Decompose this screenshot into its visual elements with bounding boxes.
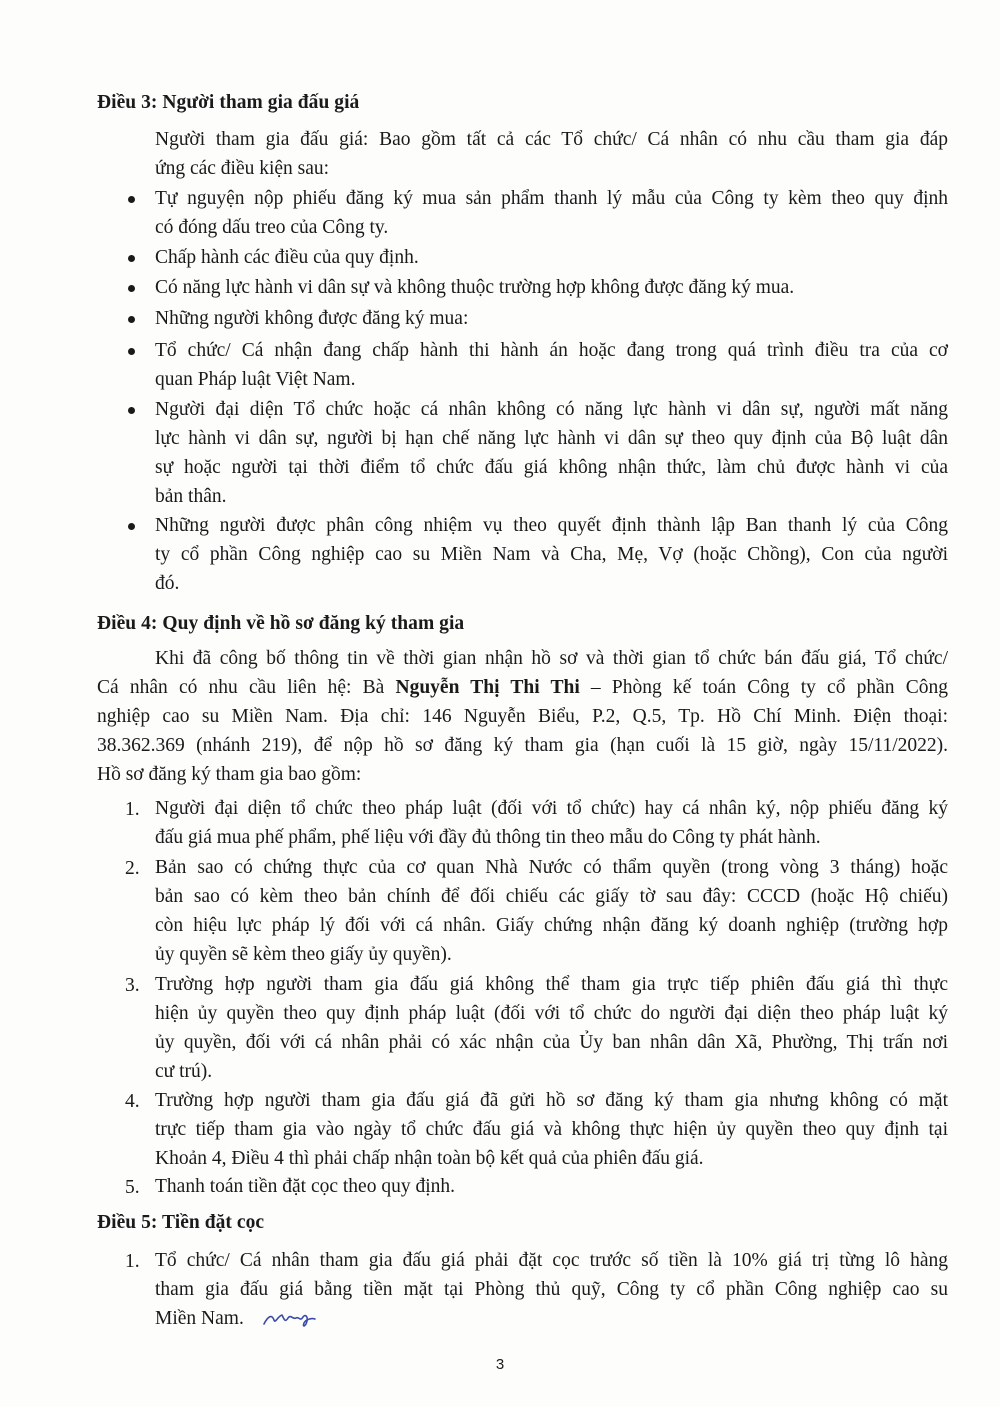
list-item (155, 395, 948, 511)
item-number: 2. (125, 858, 140, 879)
text-line: Hồ sơ đăng ký tham gia bao gồm: (97, 764, 362, 785)
text-line: Có năng lực hành vi dân sự và không thuộc trường hợp không được đăng ký mua. (155, 277, 795, 298)
text-fragment: Cá nhân có nhu cầu liên hệ: Bà (97, 677, 396, 698)
list-item (155, 184, 948, 242)
text-line: Khoản 4, Điều 4 thì phải chấp nhận toàn bộ kết quả của phiên đấu giá. (155, 1148, 704, 1169)
text-line: đó. (155, 573, 180, 594)
text-line: tham gia đấu giá bằng tiền mặt tại Phòng thủ quỹ, Công ty cổ phần Công nghiệp cao su (155, 1279, 948, 1300)
text-line: hiện ủy quyền theo quy định pháp luật (đối với tổ chức do người đại diện theo pháp luật ký (155, 1003, 948, 1024)
text-line: Tổ chức/ Cá nhận đang chấp hành thi hành án hoặc đang trong quá trình điều tra của cơ (155, 340, 948, 361)
bullet-icon (128, 255, 135, 262)
article-4-heading: Điều 4: Quy định về hồ sơ đăng ký tham gia (97, 613, 465, 634)
text-line: Khi đã công bố thông tin về thời gian nhận hồ sơ và thời gian tổ chức bán đấu giá, Tổ chức/ (155, 648, 948, 669)
text-fragment: – Phòng kế toán Công ty cổ phần Công (579, 677, 948, 698)
list-item (155, 243, 948, 272)
text-line: bản sao có kèm theo bản chính để đối chiếu các giấy tờ sau đây: CCCD (hoặc Hộ chiếu) (155, 886, 948, 907)
text-line: ủy quyền, đối với cá nhân phải có xác nhận của Ủy ban nhân dân Xã, Phường, Thị trấn nơi (155, 1032, 948, 1053)
contact-name: Nguyễn Thị Thi Thi (395, 677, 580, 698)
text-line: Trường hợp người tham gia đấu giá không thể tham gia trực tiếp phiên đấu giá thì thực (155, 974, 948, 995)
text-line: Chấp hành các điều của quy định. (155, 247, 419, 268)
item-number: 4. (125, 1091, 140, 1112)
list-item (155, 970, 948, 1086)
item-number: 5. (125, 1177, 140, 1198)
list-item (155, 1086, 948, 1173)
text-line: Tự nguyện nộp phiếu đăng ký mua sản phẩm thanh lý mẫu của Công ty kèm theo quy định (155, 188, 948, 209)
text-line: sự hoặc người tại thời điểm tổ chức đấu giá không nhận thức, làm chủ được hành vi của (155, 457, 948, 478)
list-item (155, 336, 948, 394)
bullet-icon (128, 407, 135, 414)
bullet-icon (128, 285, 135, 292)
text-line: Những người không được đăng ký mua: (155, 308, 469, 329)
text-line: có đóng dấu treo của Công ty. (155, 217, 389, 238)
list-item (155, 511, 948, 598)
list-item (155, 1172, 948, 1201)
text-line: còn hiệu lực pháp lý đối với cá nhân. Giấy chứng nhận đăng ký doanh nghiệp (trường hợp (155, 915, 948, 936)
text-line: 38.362.369 (nhánh 219), để nộp hồ sơ đăng ký tham gia (hạn cuối là 15 giờ, ngày 15/11/2022). (97, 735, 948, 756)
bullet-icon (128, 523, 135, 530)
text-line: ủy quyền sẽ kèm theo giấy ủy quyền). (155, 944, 452, 965)
text-line: Người đại diện tổ chức theo pháp luật (đối với tổ chức) hay cá nhân ký, nộp phiếu đăng ký (155, 798, 948, 819)
page-number: 3 (495, 1356, 505, 1373)
text-line: Những người được phân công nhiệm vụ theo quyết định thành lập Ban thanh lý của Công (155, 515, 948, 536)
text-line: đấu giá mua phế phẩm, phế liệu với đầy đủ thông tin theo mẫu do Công ty phát hành. (155, 827, 821, 848)
text-line: Người đại diện Tổ chức hoặc cá nhân không có năng lực hành vi dân sự, người mất năng (155, 399, 948, 420)
bullet-icon (128, 316, 135, 323)
bullet-icon (128, 348, 135, 355)
item-number: 3. (125, 975, 140, 996)
signature-initials-icon (262, 1306, 322, 1332)
list-item (155, 853, 948, 969)
text-line: Người tham gia đấu giá: Bao gồm tất cả các Tổ chức/ Cá nhân có nhu cầu tham gia đáp (155, 129, 948, 150)
text-line: Trường hợp người tham gia đấu giá đã gửi hồ sơ đăng ký tham gia nhưng không có mặt (155, 1090, 948, 1111)
text-line: Thanh toán tiền đặt cọc theo quy định. (155, 1176, 456, 1197)
text-line: cư trú). (155, 1061, 213, 1082)
text-line: ty cổ phần Công nghiệp cao su Miền Nam và Cha, Mẹ, Vợ (hoặc Chồng), Con của người (155, 544, 948, 565)
text-line: trực tiếp tham gia vào ngày tổ chức đấu giá và không thực hiện ủy quyền theo quy định tại (155, 1119, 948, 1140)
text-line: Bản sao có chứng thực của cơ quan Nhà Nước có thẩm quyền (trong vòng 3 tháng) hoặc (155, 857, 948, 878)
text-line: lực hành vi dân sự, người bị hạn chế năng lực hành vi dân sự theo quy định của Bộ luật dân (155, 428, 948, 449)
article-3-intro (155, 125, 948, 183)
item-number: 1. (125, 799, 140, 820)
list-item (155, 273, 948, 302)
list-item (155, 794, 948, 852)
text-line: Miền Nam. (155, 1308, 244, 1329)
item-number: 1. (125, 1251, 140, 1272)
text-line: bản thân. (155, 486, 227, 507)
text-line (97, 673, 948, 702)
text-line: nghiệp cao su Miền Nam. Địa chỉ: 146 Nguyễn Biểu, P.2, Q.5, Tp. Hồ Chí Minh. Điện thoại: (97, 706, 948, 727)
text-line: Tổ chức/ Cá nhân tham gia đấu giá phải đặt cọc trước số tiền là 10% giá trị từng lô hàng (155, 1250, 948, 1271)
article-3-heading: Điều 3: Người tham gia đấu giá (97, 92, 360, 113)
article-4-intro (97, 644, 948, 789)
text-line: ứng các điều kiện sau: (155, 158, 330, 179)
article-5-heading: Điều 5: Tiền đặt cọc (97, 1212, 265, 1233)
text-line: quan Pháp luật Việt Nam. (155, 369, 356, 390)
list-item (155, 304, 948, 333)
bullet-icon (128, 196, 135, 203)
